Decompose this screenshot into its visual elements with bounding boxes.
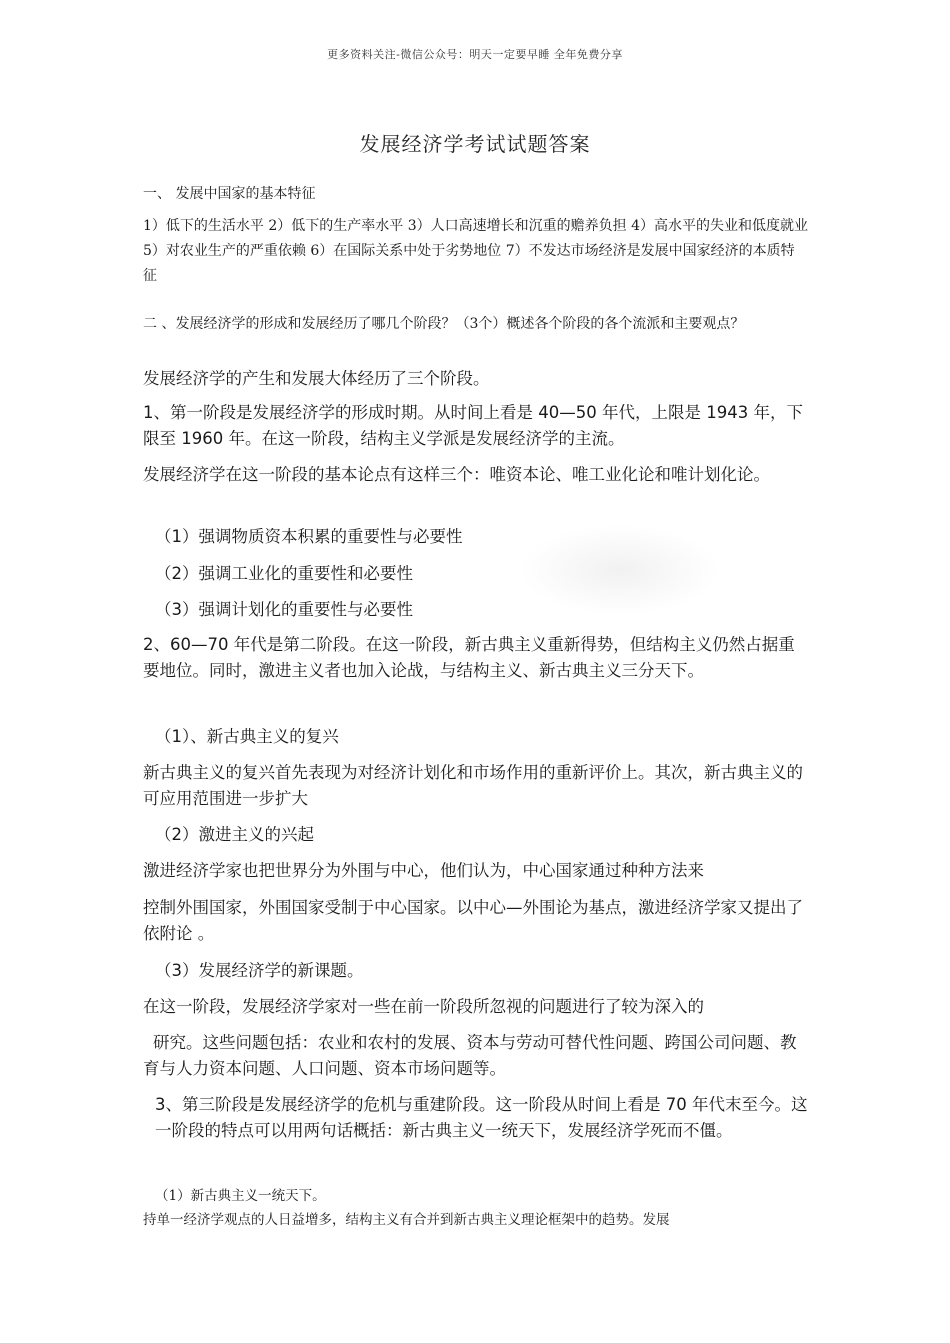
stage-3-heading-1: （1）新古典主义一统天下。 bbox=[155, 1188, 326, 1204]
section-1-body: 1）低下的生活水平 2）低下的生产率水平 3）人口高速增长和沉重的赡养负担 4）高水平的失业和低度就业 5）对农业生产的严重依赖 6）在国际关系中处于劣势地位 7）不发达市场经济是发展中国家经济的本质特征 bbox=[143, 218, 808, 284]
stage-3-text: 3、第三阶段是发展经济学的危机与重建阶段。这一阶段从时间上看是 70 年代末至今。这一阶段的特点可以用两句话概括：新古典主义一统天下，发展经济学死而不僵。 bbox=[155, 1095, 808, 1140]
stage-2-heading-3: （3）发展经济学的新课题。 bbox=[155, 961, 364, 980]
stage-2-heading-2: （2）激进主义的兴起 bbox=[155, 825, 314, 844]
stage-1-point-1: （1）强调物质资本积累的重要性与必要性 bbox=[155, 527, 463, 546]
header-note: 更多资料关注-微信公众号：明天一定要早睡 全年免费分享 bbox=[327, 48, 623, 61]
section-2-intro: 发展经济学的产生和发展大体经历了三个阶段。 bbox=[143, 369, 490, 388]
stage-1-text: 1、第一阶段是发展经济学的形成时期。从时间上看是 40—50 年代，上限是 1943 年，下限至 1960 年。在这一阶段，结构主义学派是发展经济学的主流。 bbox=[143, 403, 803, 448]
stage-1-point-2: （2）强调工业化的重要性和必要性 bbox=[155, 564, 413, 583]
stage-2-body-3a: 在这一阶段，发展经济学家对一些在前一阶段所忽视的问题进行了较为深入的 bbox=[143, 997, 704, 1016]
stage-1-points: 发展经济学在这一阶段的基本论点有这样三个：唯资本论、唯工业化论和唯计划化论。 bbox=[143, 465, 770, 484]
document-title: 发展经济学考试试题答案 bbox=[359, 132, 591, 156]
stage-2-text: 2、60—70 年代是第二阶段。在这一阶段，新古典主义重新得势，但结构主义仍然占据重要地位。同时，激进主义者也加入论战，与结构主义、新古典主义三分天下。 bbox=[143, 635, 795, 680]
stage-2-heading-1: （1）、新古典主义的复兴 bbox=[155, 727, 339, 746]
stage-1-point-3: （3）强调计划化的重要性与必要性 bbox=[155, 600, 413, 619]
stage-2-body-1: 新古典主义的复兴首先表现为对经济计划化和市场作用的重新评价上。其次，新古典主义的可应用范围进一步扩大 bbox=[143, 763, 803, 808]
section-1-heading: 一、 发展中国家的基本特征 bbox=[143, 186, 316, 202]
stage-2-body-3b: 研究。这些问题包括：农业和农村的发展、资本与劳动可替代性问题、跨国公司问题、教育与人力资本问题、人口问题、资本市场问题等。 bbox=[143, 1033, 797, 1078]
stage-2-body-2a: 激进经济学家也把世界分为外围与中心，他们认为，中心国家通过种种方法来 bbox=[143, 861, 704, 880]
stage-3-body-1: 持单一经济学观点的人日益增多，结构主义有合并到新古典主义理论框架中的趋势。发展 bbox=[143, 1212, 670, 1228]
stage-2-body-2b: 控制外围国家，外围国家受制于中心国家。以中心—外围论为基点，激进经济学家又提出了依附论 。 bbox=[143, 898, 803, 943]
section-2-heading: 二 、发展经济学的形成和发展经历了哪几个阶段？（3个）概述各个阶段的各个流派和主要观点？ bbox=[143, 316, 745, 332]
